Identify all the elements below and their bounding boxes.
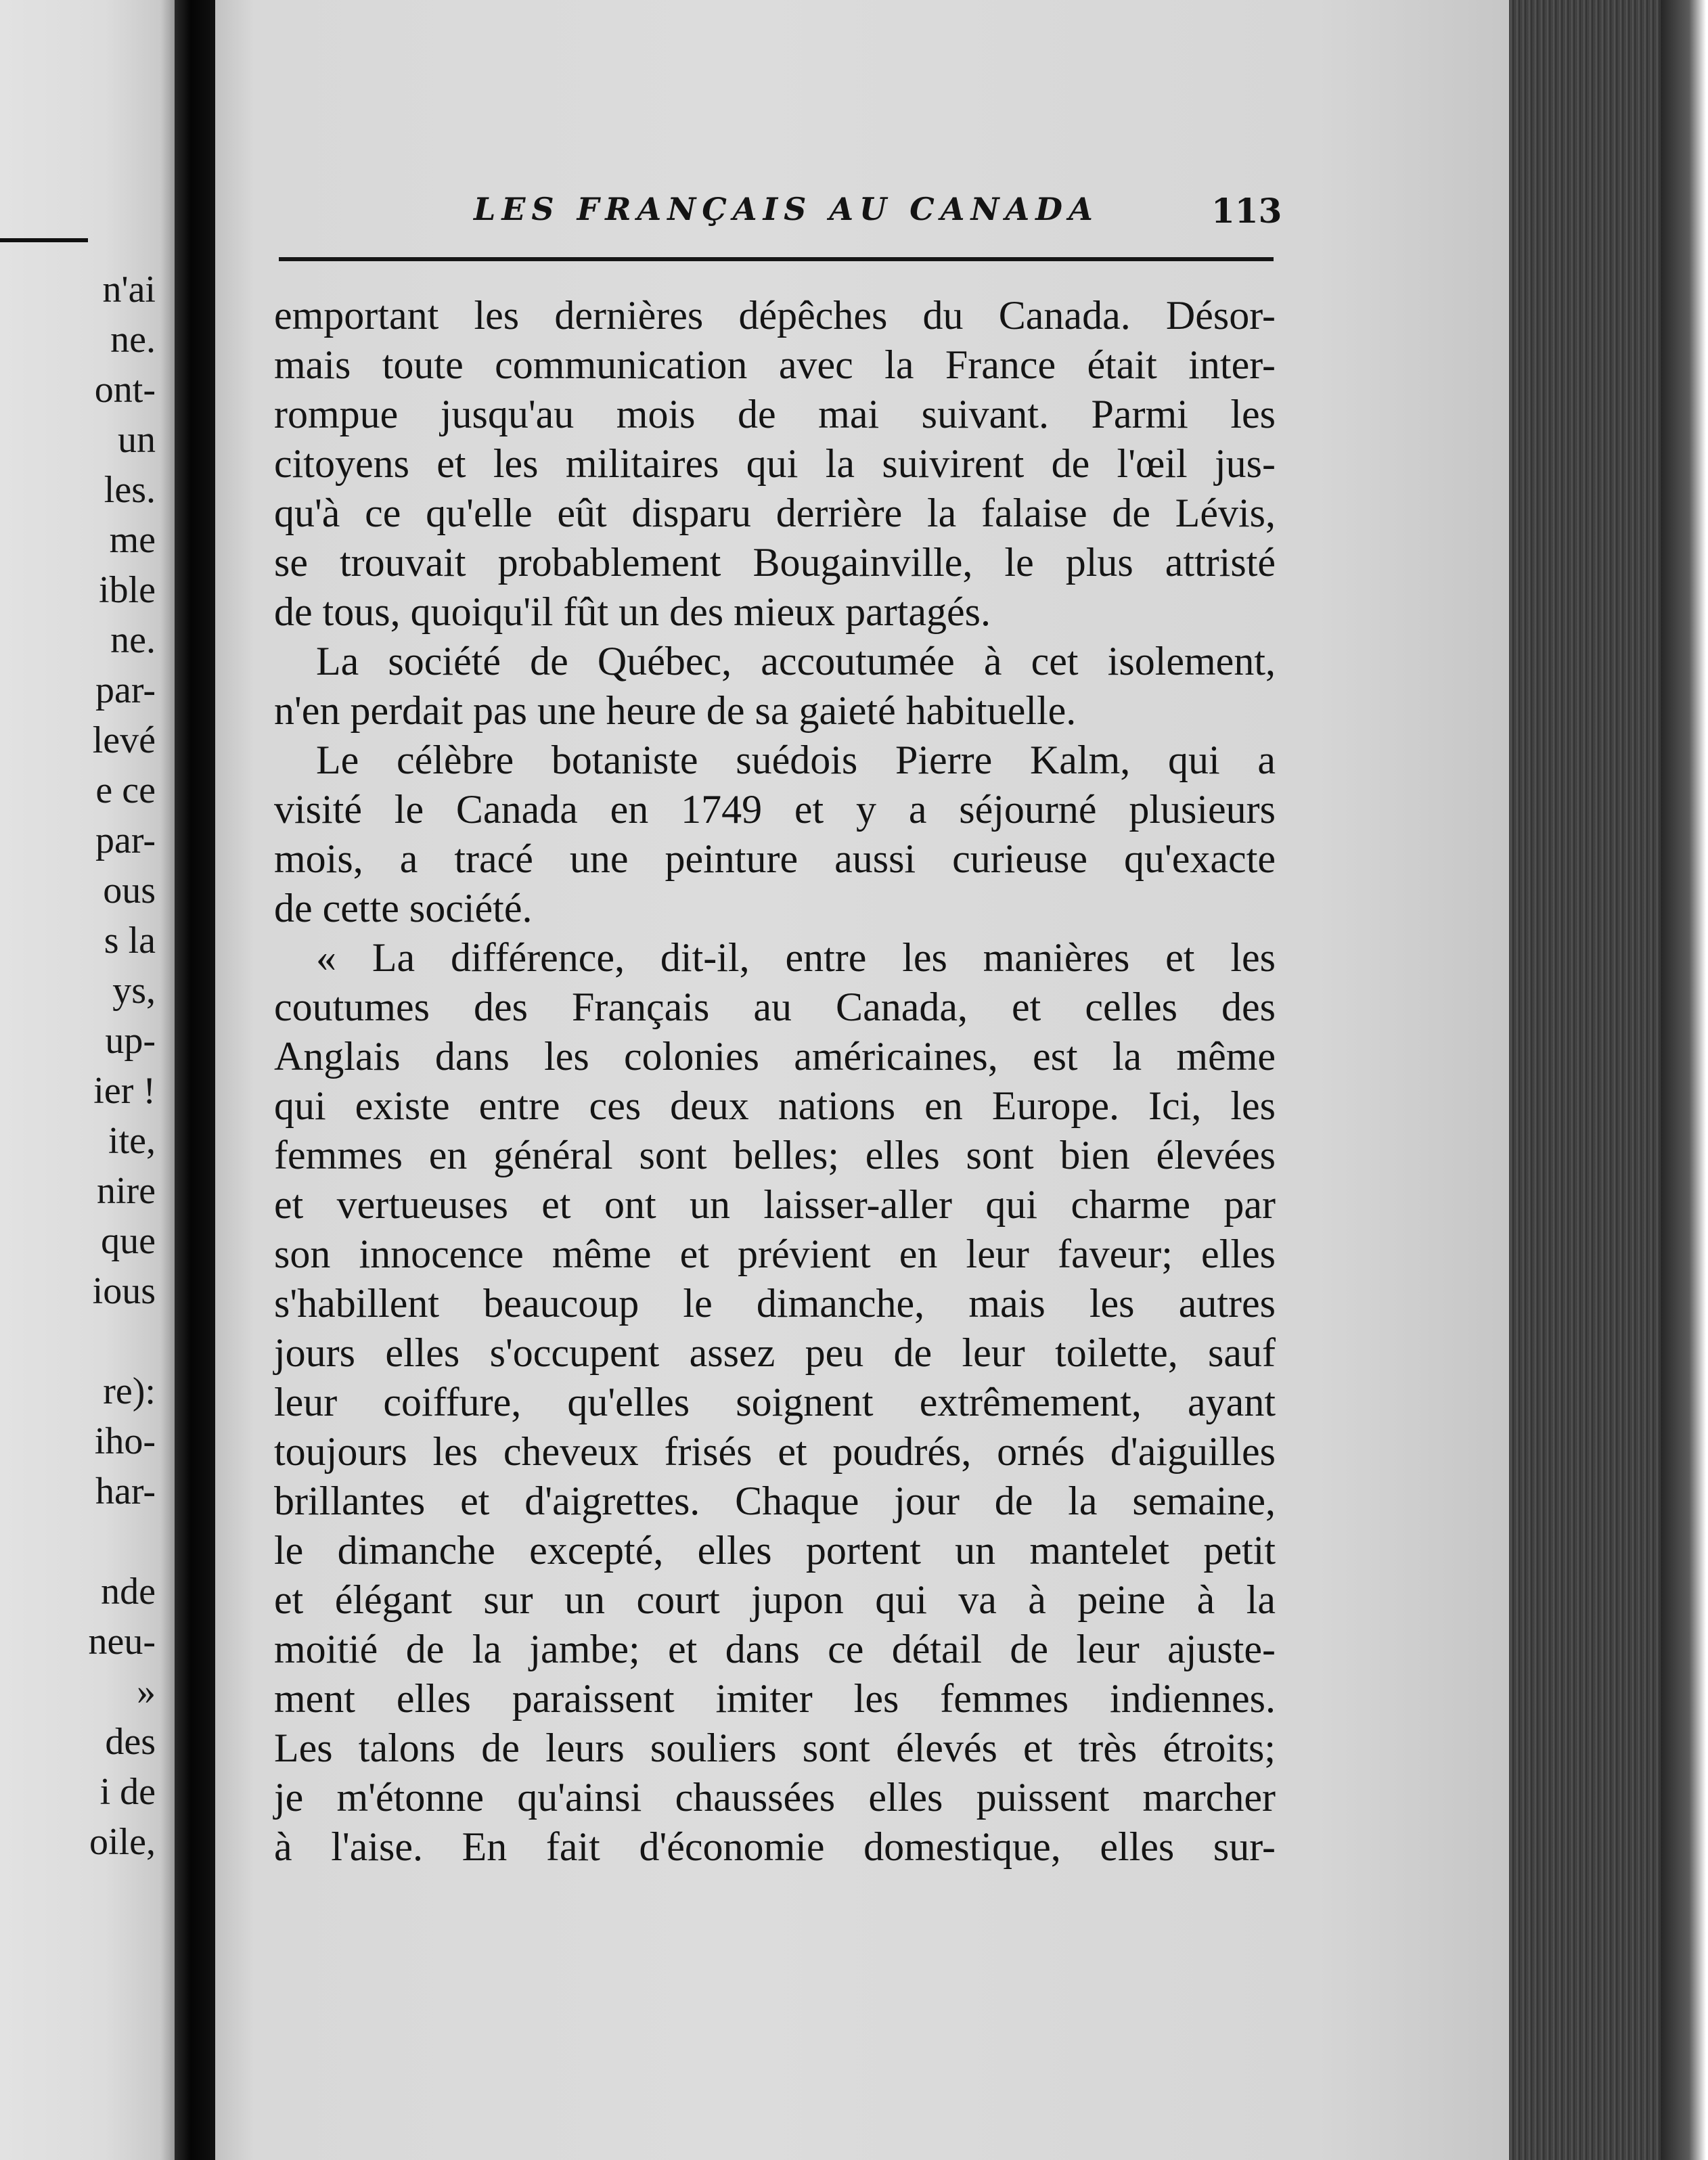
left-fragment: levé — [92, 719, 156, 761]
text-line: Les talons de leurs souliers sont élevés et très étroits; — [274, 1726, 1276, 1770]
header-rule — [279, 257, 1274, 261]
text-line: La société de Québec, accoutumée à cet isolement, — [316, 639, 1276, 683]
text-line: et vertueuses et ont un laisser-aller qui charme par — [274, 1182, 1276, 1227]
left-fragment: oile, — [89, 1821, 156, 1863]
left-fragment: nde — [101, 1571, 156, 1613]
text-line: qui existe entre ces deux nations en Europe. Ici, les — [274, 1083, 1276, 1128]
left-fragment: nire — [96, 1170, 156, 1212]
text-line: mois, a tracé une peinture aussi curieuse qu'exacte — [274, 836, 1276, 881]
left-fragment: ious — [92, 1270, 156, 1312]
left-fragment: neu- — [88, 1621, 156, 1663]
text-line: de cette société. — [274, 886, 533, 930]
left-fragment: » — [137, 1671, 156, 1713]
text-line: emportant les dernières dépêches du Canada. Désor- — [274, 293, 1276, 338]
text-line: qu'à ce qu'elle eût disparu derrière la falaise de Lévis, — [274, 491, 1276, 535]
left-fragment: par- — [95, 819, 156, 861]
text-line: brillantes et d'aigrettes. Chaque jour de la semaine, — [274, 1479, 1276, 1523]
left-fragment: ier ! — [93, 1070, 156, 1112]
page-number: 113 — [1211, 191, 1282, 231]
text-line: je m'étonne qu'ainsi chaussées elles puissent marcher — [274, 1775, 1276, 1820]
left-fragment: i de — [99, 1771, 156, 1813]
left-fragment: des — [105, 1721, 156, 1763]
text-line: de tous, quoiqu'il fût un des mieux partagés. — [274, 589, 991, 634]
text-line: le dimanche excepté, elles portent un mantelet petit — [274, 1528, 1276, 1573]
text-line: visité le Canada en 1749 et y a séjourné plusieurs — [274, 787, 1276, 832]
left-fragment: ible — [99, 569, 156, 611]
left-page-rule — [0, 238, 88, 242]
text-line: et élégant sur un court jupon qui va à peine à la — [274, 1577, 1276, 1622]
left-fragment: e ce — [95, 769, 156, 811]
text-line: ment elles paraissent imiter les femmes indiennes. — [274, 1676, 1276, 1721]
left-fragment: ne. — [110, 319, 156, 361]
text-line: s'habillent beaucoup le dimanche, mais les autres — [274, 1281, 1276, 1326]
text-line: coutumes des Français au Canada, et celles des — [274, 985, 1276, 1029]
left-fragment: les. — [104, 469, 156, 511]
left-fragment: par- — [95, 669, 156, 711]
text-line: leur coiffure, qu'elles soignent extrêmement, ayant — [274, 1380, 1276, 1424]
running-head-title: LES FRANÇAIS AU CANADA — [474, 191, 1099, 227]
left-fragment: que — [101, 1220, 156, 1262]
scan-border — [1661, 0, 1708, 2160]
text-line: rompue jusqu'au mois de mai suivant. Parmi les — [274, 392, 1276, 436]
left-facing-page — [0, 0, 175, 2160]
text-line: à l'aise. En fait d'économie domestique, elles sur- — [274, 1824, 1276, 1869]
text-line: se trouvait probablement Bougainville, le plus attristé — [274, 540, 1276, 585]
text-line: son innocence même et prévient en leur faveur; elles — [274, 1232, 1276, 1276]
left-fragment: re): — [103, 1370, 156, 1412]
text-line: Anglais dans les colonies américaines, est la même — [274, 1034, 1276, 1079]
page-stack-edge — [1509, 0, 1708, 2160]
left-fragment: iho- — [94, 1420, 156, 1462]
left-fragment: me — [109, 519, 156, 561]
text-line: citoyens et les militaires qui la suivirent de l'œil jus- — [274, 441, 1276, 486]
text-line: toujours les cheveux frisés et poudrés, ornés d'aiguilles — [274, 1429, 1276, 1474]
left-fragment: ite, — [108, 1120, 156, 1162]
text-line: jours elles s'occupent assez peu de leur toilette, sauf — [274, 1330, 1276, 1375]
left-fragment: ous — [103, 870, 156, 912]
left-fragment: up- — [105, 1020, 156, 1062]
text-line: femmes en général sont belles; elles sont bien élevées — [274, 1133, 1276, 1177]
text-line: mais toute communication avec la France était inter- — [274, 342, 1276, 387]
left-fragment: ont- — [94, 369, 156, 411]
left-fragment: n'ai — [102, 269, 156, 311]
left-fragment: un — [118, 419, 156, 461]
left-fragment: ys, — [112, 970, 156, 1012]
book-gutter — [175, 0, 215, 2160]
left-fragment: ne. — [110, 619, 156, 661]
text-line: « La différence, dit-il, entre les manières et les — [316, 935, 1276, 980]
text-line: Le célèbre botaniste suédois Pierre Kalm, qui a — [316, 738, 1276, 782]
left-fragment: s la — [104, 920, 156, 962]
text-line: moitié de la jambe; et dans ce détail de leur ajuste- — [274, 1627, 1276, 1671]
text-line: n'en perdait pas une heure de sa gaieté habituelle. — [274, 688, 1077, 733]
left-fragment: har- — [95, 1470, 156, 1512]
